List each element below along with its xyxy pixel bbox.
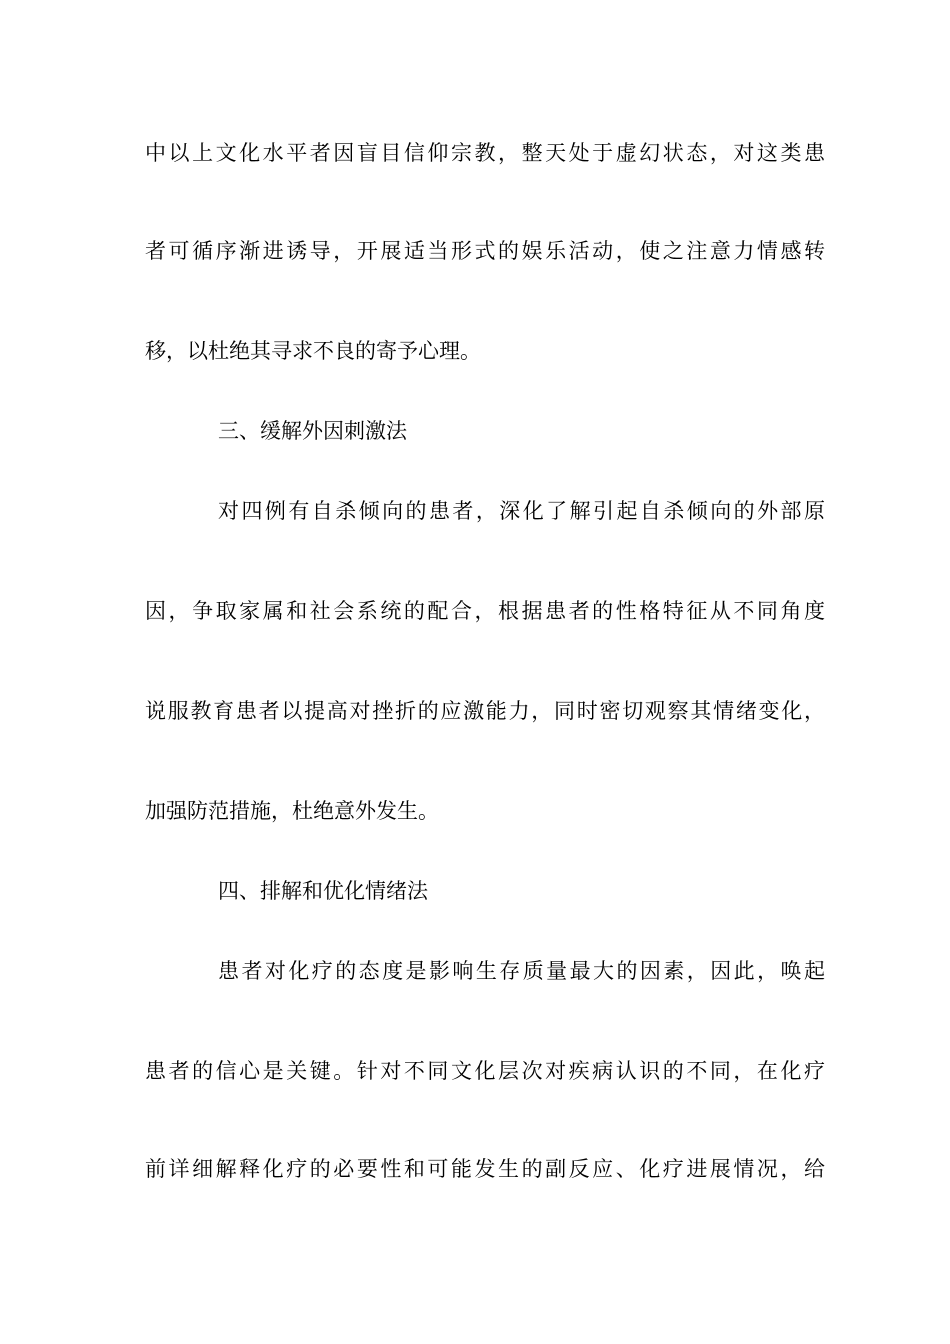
paragraph-line: 者可循序渐进诱导，开展适当形式的娱乐活动，使之注意力情感转 <box>145 239 825 263</box>
paragraph-line: 移，以杜绝其寻求不良的寄予心理。 <box>145 339 481 363</box>
paragraph-line: 说服教育患者以提高对挫折的应激能力，同时密切观察其情绪变化， <box>145 699 825 723</box>
paragraph-line: 因，争取家属和社会系统的配合，根据患者的性格特征从不同角度 <box>145 599 825 623</box>
paragraph-line: 加强防范措施，杜绝意外发生。 <box>145 799 439 823</box>
paragraph-line: 前详细解释化疗的必要性和可能发生的副反应、化疗进展情况，给 <box>145 1157 825 1181</box>
section-heading-4: 四、排解和优化情绪法 <box>218 879 428 903</box>
paragraph-line: 对四例有自杀倾向的患者，深化了解引起自杀倾向的外部原 <box>218 499 825 523</box>
paragraph-line: 患者对化疗的态度是影响生存质量最大的因素，因此，唤起 <box>218 959 825 983</box>
paragraph-line: 患者的信心是关键。针对不同文化层次对疾病认识的不同，在化疗 <box>145 1059 825 1083</box>
paragraph-line: 中以上文化水平者因盲目信仰宗教，整天处于虚幻状态，对这类患 <box>145 141 825 165</box>
section-heading-3: 三、缓解外因刺激法 <box>218 419 407 443</box>
